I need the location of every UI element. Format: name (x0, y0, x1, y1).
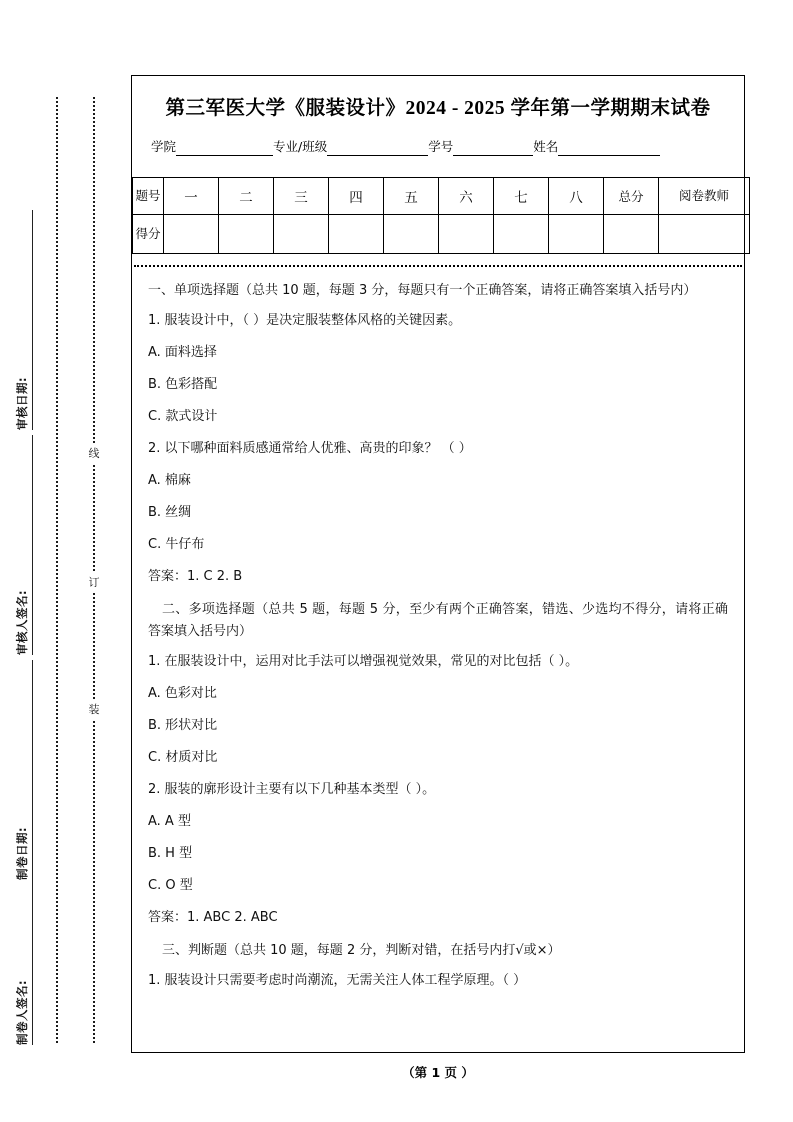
section-heading-1: 一、单项选择题（总共 10 题，每题 3 分，每题只有一个正确答案，请将正确答案填入括号内） (148, 283, 697, 298)
college-label: 学院 (151, 139, 177, 154)
question-body (148, 280, 728, 991)
answer-line: 答案：1. ABC 2. ABC (148, 910, 278, 925)
identity-field-student-id (428, 137, 533, 156)
seam-mark-xian: 线 (85, 444, 103, 463)
score-cell-8[interactable] (549, 215, 604, 254)
choice-option[interactable]: B. 形状对比 (148, 718, 218, 733)
identity-field-name (533, 137, 660, 156)
choice-option[interactable]: C. 材质对比 (148, 750, 218, 765)
seam-mark-ding: 订 (85, 573, 103, 592)
choice-option[interactable]: A. 色彩对比 (148, 686, 217, 701)
vertical-label-review-signature: 审核人签名: (14, 435, 33, 655)
question-stem: 1. 服装设计只需要考虑时尚潮流，无需关注人体工程学原理。（ ） (148, 973, 527, 988)
choice-option[interactable]: B. 丝绸 (148, 505, 192, 520)
seam-mark-zhuang: 装 (85, 700, 103, 719)
question-stem: 2. 以下哪种面料质感通常给人优雅、高贵的印象？ （ ） (148, 441, 472, 456)
choice-option[interactable]: B. 色彩搭配 (148, 377, 218, 392)
name-label: 姓名 (533, 139, 559, 154)
identity-field-college (151, 137, 273, 156)
college-input[interactable] (176, 141, 273, 156)
choice-option[interactable]: A. A 型 (148, 814, 191, 829)
score-cell-1[interactable] (164, 215, 219, 254)
exam-paper-frame (131, 75, 745, 1053)
name-input[interactable] (558, 141, 660, 156)
vertical-label-review-date: 审核日期: (14, 210, 33, 430)
score-table-col-6: 六 (439, 178, 494, 215)
student-id-label: 学号 (428, 139, 454, 154)
choice-option[interactable]: A. 面料选择 (148, 345, 217, 360)
score-table-col-8: 八 (549, 178, 604, 215)
score-cell-5[interactable] (384, 215, 439, 254)
question-stem: 1. 服装设计中，（ ）是决定服装整体风格的关键因素。 (148, 313, 462, 328)
choice-option[interactable]: C. 款式设计 (148, 409, 218, 424)
choice-option[interactable]: C. 牛仔布 (148, 537, 205, 552)
vertical-label-maker-date: 制卷日期: (14, 660, 33, 880)
major-label: 专业/班级 (273, 139, 328, 154)
score-table-row-label-score: 得分 (133, 215, 164, 254)
score-table-col-5: 五 (384, 178, 439, 215)
score-table-col-4: 四 (329, 178, 384, 215)
question-stem: 2. 服装的廓形设计主要有以下几种基本类型（ ）。 (148, 782, 436, 797)
header-divider (134, 265, 742, 267)
score-table-col-1: 一 (164, 178, 219, 215)
identity-row (151, 137, 732, 156)
score-table-col-teacher: 阅卷教师 (659, 178, 750, 215)
binding-dashed-rule-outer (56, 97, 58, 1043)
question-stem: 1. 在服装设计中，运用对比手法可以增强视觉效果，常见的对比包括（ ）。 (148, 654, 579, 669)
vertical-label-maker-signature: 制卷人签名: (14, 825, 33, 1045)
student-id-input[interactable] (453, 141, 533, 156)
score-table (132, 177, 750, 254)
choice-option[interactable]: A. 棉麻 (148, 473, 191, 488)
section-heading-3: 三、判断题（总共 10 题，每题 2 分，判断对错，在括号内打√或×） (162, 943, 561, 958)
score-table-col-2: 二 (219, 178, 274, 215)
binding-margin (0, 0, 131, 1122)
score-table-col-7: 七 (494, 178, 549, 215)
identity-field-major (273, 137, 428, 156)
choice-option[interactable]: B. H 型 (148, 846, 193, 861)
score-cell-3[interactable] (274, 215, 329, 254)
choice-option[interactable]: C. O 型 (148, 878, 193, 893)
score-table-col-3: 三 (274, 178, 329, 215)
score-table-header-row (133, 178, 750, 215)
score-cell-6[interactable] (439, 215, 494, 254)
score-cell-teacher[interactable] (659, 215, 750, 254)
answer-line: 答案：1. C 2. B (148, 569, 243, 584)
score-cell-total[interactable] (604, 215, 659, 254)
score-table-row-label-number: 题号 (133, 178, 164, 215)
section-heading-2: 二、多项选择题（总共 5 题，每题 5 分，至少有两个正确答案，错选、少选均不得分，请将正确答案填入括号内） (148, 602, 728, 639)
score-cell-7[interactable] (494, 215, 549, 254)
exam-title: 第三军医大学《服装设计》2024 - 2025 学年第一学期期末试卷 (165, 98, 711, 119)
score-table-col-total: 总分 (604, 178, 659, 215)
binding-dashed-rule-inner (93, 97, 95, 1043)
score-cell-4[interactable] (329, 215, 384, 254)
major-input[interactable] (327, 141, 428, 156)
score-table-score-row (133, 215, 750, 254)
page-footer: （第 1 页 ） (402, 1065, 474, 1080)
score-cell-2[interactable] (219, 215, 274, 254)
